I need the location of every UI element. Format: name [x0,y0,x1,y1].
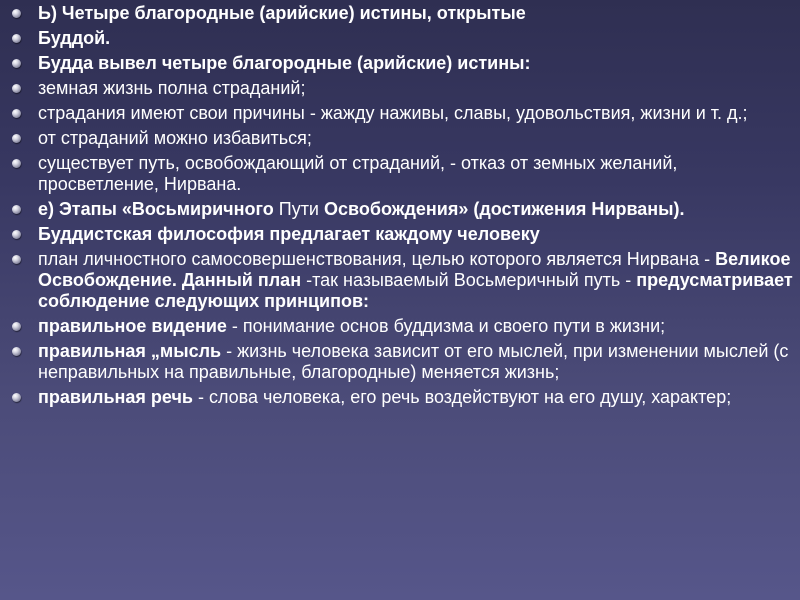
text-run: от страданий можно избавиться; [38,128,312,148]
bold-text-run: Ь) Четыре благородные (арийские) истины, открытые [38,3,526,23]
bullet-point-icon [12,322,21,331]
bullet-point-icon [12,230,21,239]
bullet-text [38,28,798,49]
bullet-text [38,153,798,195]
bullet-text [38,341,798,383]
bold-text-run: Буддистская философия предлагает каждому человеку [38,224,540,244]
bullet-text [38,316,798,337]
bold-text-run: Великое Освобождение. Данный план [38,249,791,290]
bullet-list [12,3,798,412]
bullet-item [12,28,798,49]
bold-text-run: Освобождения» (достижения Нирваны). [319,199,685,219]
bullet-item [12,103,798,124]
bullet-text [38,387,798,408]
bold-text-run: правильная речь [38,387,193,407]
bullet-point-icon [12,134,21,143]
text-run: существует путь, освобождающий от страданий, - отказ от земных желаний, просветление, Нирвана. [38,153,678,194]
bullet-item [12,199,798,220]
bullet-text [38,53,798,74]
bullet-text [38,78,798,99]
text-run: земная жизнь полна страданий; [38,78,306,98]
text-run: -так называемый Восьмеричный путь - [301,270,637,290]
bullet-point-icon [12,159,21,168]
bullet-text [38,3,798,24]
text-run: Пути [278,199,319,219]
bullet-text [38,224,798,245]
bullet-point-icon [12,84,21,93]
text-run: - жизнь человека зависит от его мыслей, при изменении мыслей (с неправильных на правильные, благородные) меняется жизнь; [38,341,789,382]
bullet-text [38,199,798,220]
bold-text-run: Будда вывел четыре благородные (арийские) истины: [38,53,531,73]
bullet-text [38,128,798,149]
bullet-point-icon [12,59,21,68]
bold-text-run: правильная „мысль [38,341,222,361]
bullet-item [12,3,798,24]
bullet-point-icon [12,347,21,356]
bullet-item [12,224,798,245]
bullet-text [38,103,798,124]
bullet-item [12,153,798,195]
bullet-point-icon [12,205,21,214]
bold-text-run: е) Этапы «Восьмиричного [38,199,279,219]
bullet-point-icon [12,34,21,43]
bullet-item [12,249,798,312]
bullet-point-icon [12,255,21,264]
bullet-point-icon [12,109,21,118]
text-run: страдания имеют свои причины - жажду наживы, славы, удовольствия, жизни и т. д.; [38,103,748,123]
bold-text-run: Буддой. [38,28,111,48]
bullet-item [12,53,798,74]
text-run: - слова человека, его речь воздействуют на его душу, характер; [192,387,732,407]
bold-text-run: предусматривает соблюдение следующих принципов: [38,270,793,311]
bullet-item [12,316,798,337]
bullet-item [12,341,798,383]
bullet-item [12,78,798,99]
text-run: - понимание основ буддизма и своего пути в жизни; [226,316,666,336]
bold-text-run: правильное видение [38,316,227,336]
text-run: план личностного самосовершенствования, целью которого является Нирвана - [38,249,716,269]
bullet-point-icon [12,393,21,402]
bullet-point-icon [12,9,21,18]
bullet-item [12,128,798,149]
bullet-text [38,249,798,312]
bullet-item [12,387,798,408]
